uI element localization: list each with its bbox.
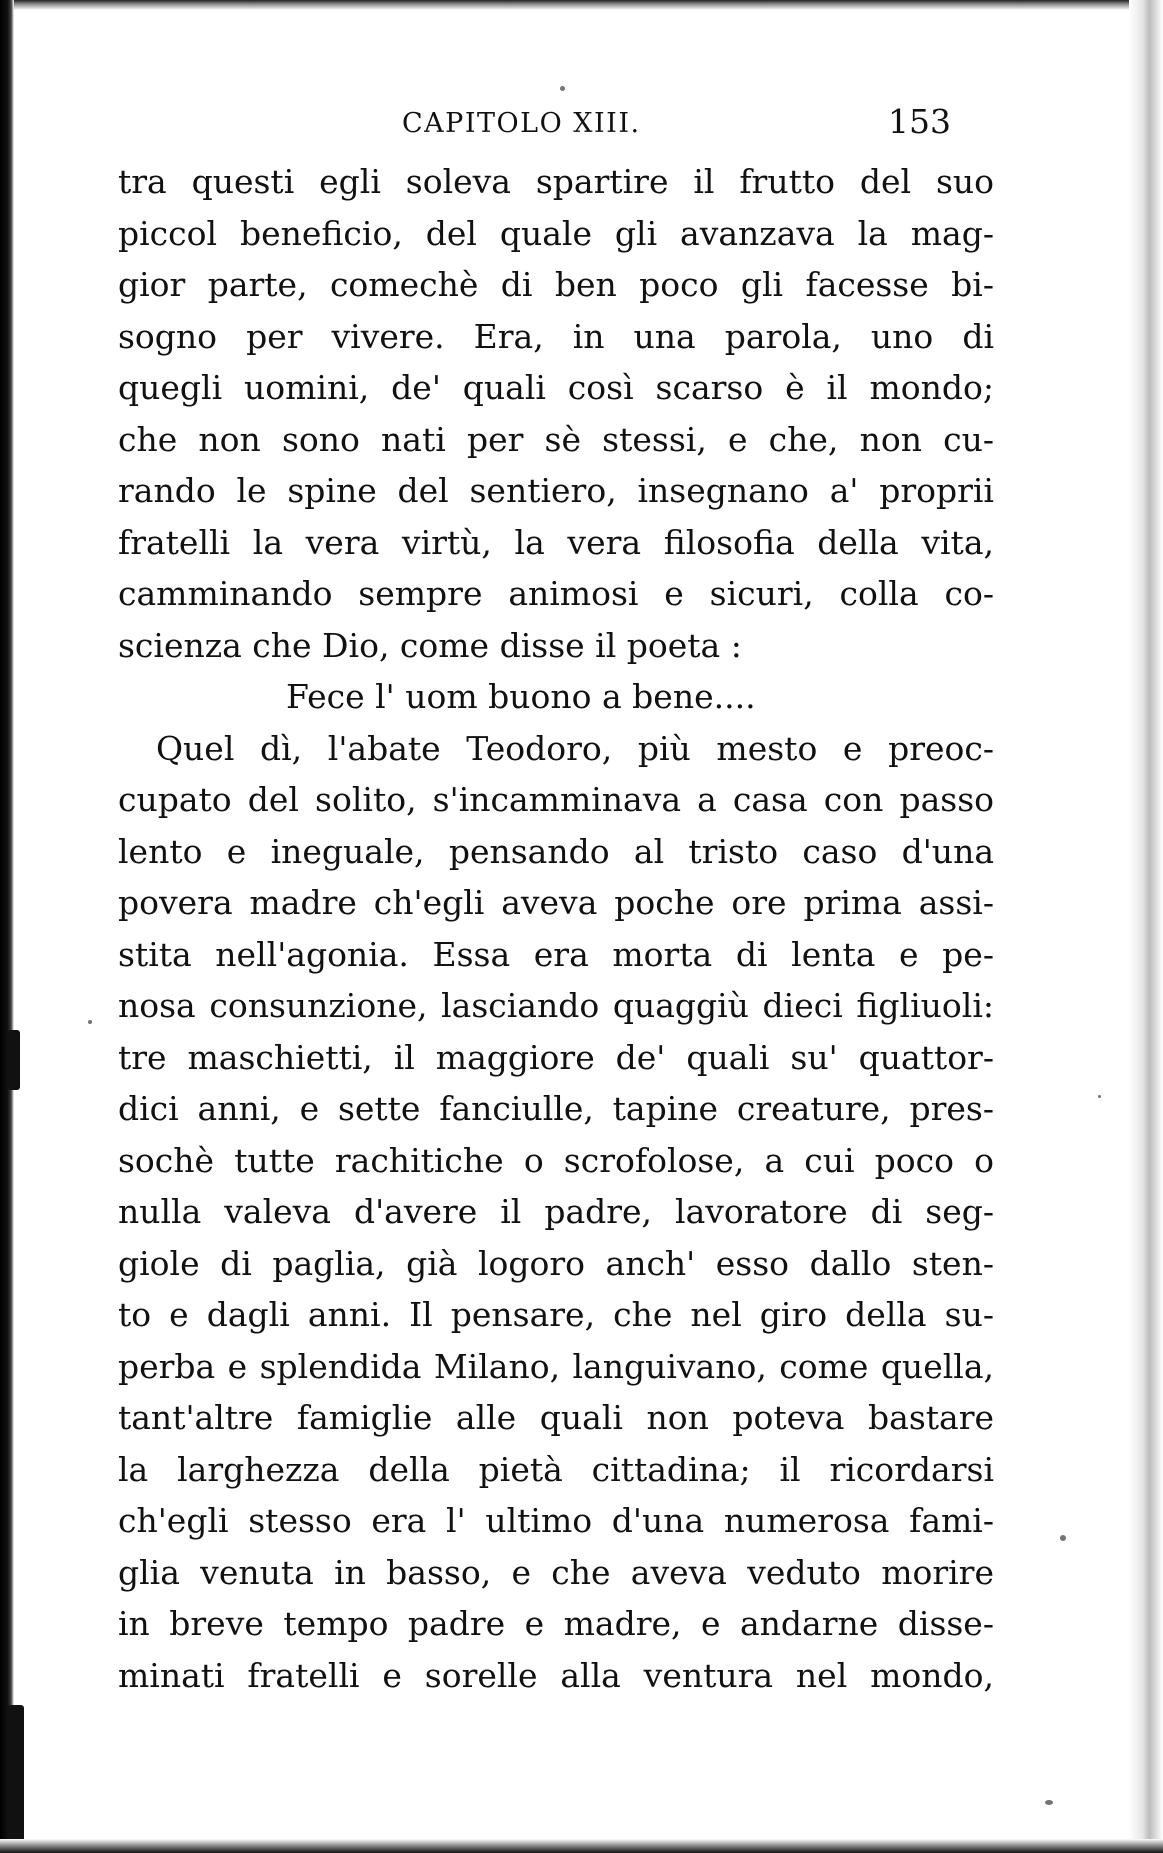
text-line: fratelli la vera virtù, la vera filosofia della vita, [118, 522, 994, 562]
text-line: perba e splendida Milano, languivano, come quella, [118, 1346, 994, 1386]
scan-speck [88, 1020, 92, 1024]
page-right-edge [1129, 0, 1163, 1853]
text-line: ch'egli stesso era l' ultimo d'una numerosa fami- [118, 1501, 994, 1540]
scan-speck [1060, 1535, 1066, 1541]
page-top-edge [0, 0, 1163, 10]
text-line: minati fratelli e sorelle alla ventura nel mondo, [118, 1655, 994, 1695]
text-line: cupato del solito, s'incamminava a casa con passo [118, 780, 994, 819]
text-line: povera madre ch'egli aveva poche ore prima assi- [118, 883, 994, 922]
text-line: giole di paglia, già logoro anch' esso dallo sten- [118, 1243, 994, 1283]
text-line: nulla valeva d'avere il padre, lavoratore di seg- [118, 1192, 994, 1231]
binding-edge [0, 0, 14, 1853]
text-line: sochè tutte rachitiche o scrofolose, a cui poco o [118, 1140, 994, 1180]
verse-quote: Fece l' uom buono a bene.... [286, 677, 756, 716]
text-line: tre maschietti, il maggiore de' quali su' quattor- [118, 1037, 994, 1077]
text-line: piccol beneficio, del quale gli avanzava la mag- [118, 213, 994, 253]
text-line: in breve tempo padre e madre, e andarne disse- [118, 1604, 994, 1643]
text-line: lento e ineguale, pensando al tristo caso d'una [118, 831, 994, 871]
text-line: quegli uomini, de' quali così scarso è il mondo; [118, 368, 994, 407]
scan-speck [1045, 1800, 1053, 1805]
scan-speck [1098, 1095, 1101, 1098]
text-line: scienza che Dio, come disse il poeta : [118, 625, 742, 665]
text-line: dici anni, e sette fanciulle, tapine creature, pres- [118, 1089, 994, 1128]
page-number: 153 [888, 102, 951, 141]
text-line: la larghezza della pietà cittadina; il ricordarsi [118, 1449, 994, 1489]
text-line: sogno per vivere. Era, in una parola, uno di [118, 316, 994, 356]
body-text [118, 156, 994, 1701]
paragraph-start-line: Quel dì, l'abate Teodoro, più mesto e preoc- [156, 728, 994, 768]
text-line: tant'altre famiglie alle quali non poteva bastare [118, 1398, 994, 1437]
text-line: stita nell'agonia. Essa era morta di lenta e pe- [118, 934, 994, 974]
text-line: che non sono nati per sè stessi, e che, non cu- [118, 419, 994, 459]
page-bottom-edge [0, 1839, 1163, 1853]
text-line: tra questi egli soleva spartire il frutto del suo [118, 162, 994, 201]
text-line: nosa consunzione, lasciando quaggiù dieci figliuoli: [118, 986, 994, 1025]
running-head: CAPITOLO XIII. [402, 108, 641, 139]
text-line: glia venuta in basso, e che aveva veduto morire [118, 1552, 994, 1592]
text-line: to e dagli anni. Il pensare, che nel giro della su- [118, 1295, 994, 1334]
text-line: gior parte, comechè di ben poco gli facesse bi- [118, 265, 994, 304]
text-line: rando le spine del sentiero, insegnano a' proprii [118, 471, 994, 510]
page-header [0, 102, 1163, 148]
binding-stain [8, 1030, 20, 1090]
binding-stain [8, 1705, 24, 1845]
text-line: camminando sempre animosi e sicuri, colla co- [118, 574, 994, 613]
scan-speck [560, 86, 565, 91]
